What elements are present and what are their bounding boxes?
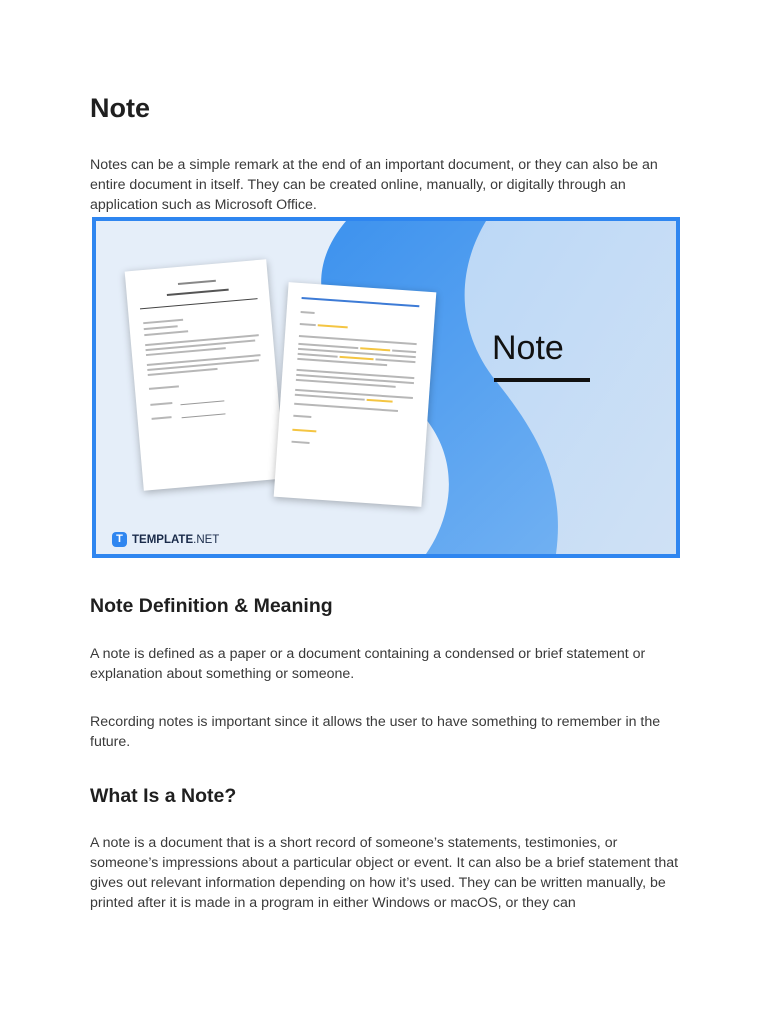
section-heading-definition: Note Definition & Meaning <box>90 595 333 617</box>
template-logo-icon: T <box>112 532 127 547</box>
what-is-paragraph: A note is a document that is a short record of someone’s statements, testimonies, or someone’s impressions about a particular object or event. It can also be a brief statement that gives out relevant information depending on how it’s used. They can be written manually, be printed after it is made in a program in either Windows or macOS, or they can <box>90 835 679 911</box>
intro-paragraph: Notes can be a simple remark at the end of an important document, or they can also be an entire document in itself. They can be created online, manually, or digitally through an application such as Microsoft Office. <box>90 157 658 213</box>
note-banner-image <box>92 217 680 558</box>
document-thumbnail-left <box>125 259 286 491</box>
page-title: Note <box>90 93 150 123</box>
document-thumbnail-right <box>274 282 437 507</box>
section-heading-what-is: What Is a Note? <box>90 785 237 807</box>
definition-paragraph-1: A note is defined as a paper or a document containing a condensed or brief statement or explanation about something or someone. <box>90 646 646 682</box>
definition-paragraph-2: Recording notes is important since it allows the user to have something to remember in the future. <box>90 714 661 750</box>
banner-title: Note <box>492 329 564 367</box>
template-net-logo <box>112 532 219 547</box>
banner-title-underline <box>494 378 590 382</box>
template-logo-text: TEMPLATE.NET <box>132 533 220 546</box>
